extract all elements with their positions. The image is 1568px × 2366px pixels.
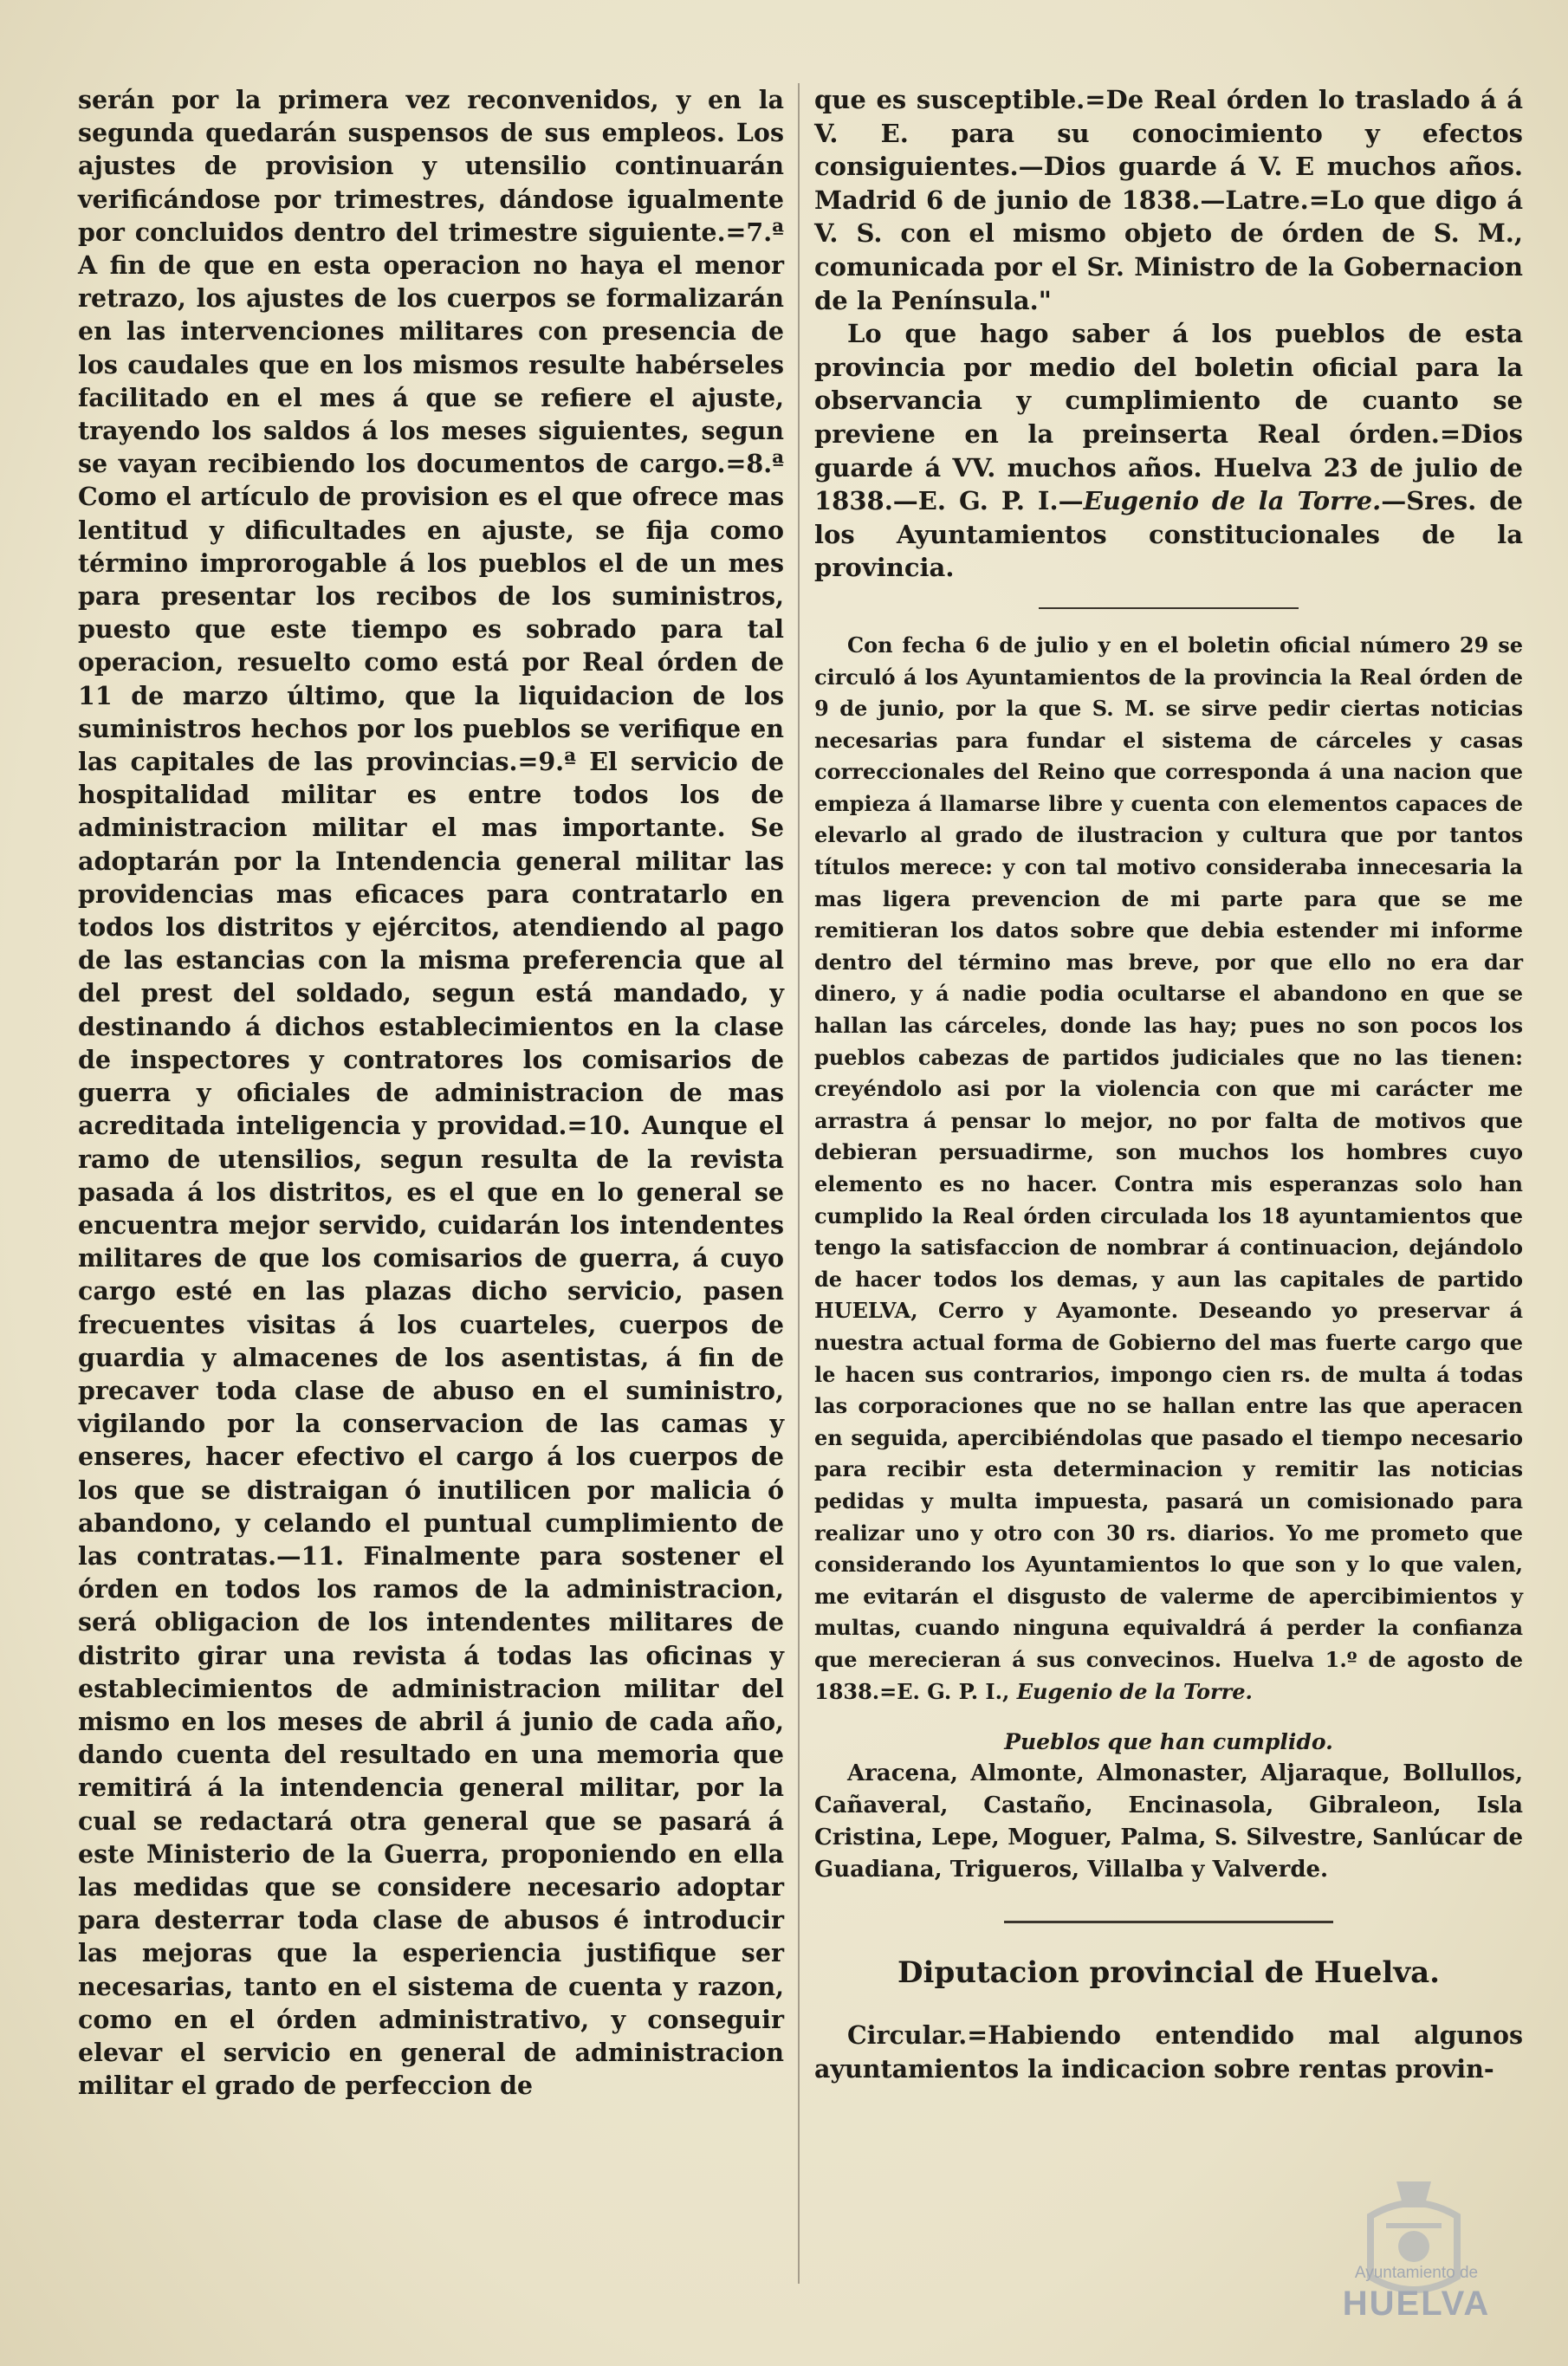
governor-notice-tail: —Sres. de los Ayuntamientos constitucionales de la provincia. (814, 486, 1524, 583)
prisons-circular-text: Con fecha 6 de julio y en el boletin oficial número 29 se circuló á los Ayuntamientos de la provincia la Real órden de 9 de junio, por la que S. M. se sirve pedir ciertas noticias necesarias para fundar el sistema de cárceles y casas correccionales del Reino que corresponda á una nacion que empieza á llamarse libre y cuenta con elementos capaces de elevarlo al grado de ilustracion y cultura que por tantos títulos merece: y con tal motivo consideraba innecesaria la mas ligera prevencion de mi parte para que se me remitieran los datos sobre que debia estender mi informe dentro del término mas breve, por que ello no era dar dinero, y á nadie podia ocultarse el abandono en que se hallan las cárceles, donde las hay; pues no son pocos los pueblos cabezas de partidos judiciales que no las tienen: creyéndolo asi por la violencia con que mi carácter me arrastra á pensar lo mejor, no por falta de motivos que debieran persuadirme, son muchos los hombres cuyo elemento es no hacer. Contra mis esperanzas solo han cumplido la Real órden circulada los 18 ayuntamientos que tengo la satisfaccion de nombrar á continuacion, dejándolo de hacer todos los demas, y aun las capitales de partido HUELVA, Cerro y Ayamonte. Deseando yo preservar á nuestra actual forma de Gobierno del mas fuerte cargo que le hacen sus contrarios, impongo cien rs. de multa á todas las corporaciones que no se hallan entre las que aperacen en seguida, apercibiéndolas que pasado el tiempo necesario para recibir esta determinacion y remitir las noticias pedidas y multa impuesta, pasará un comisionado para realizar uno y otro con 30 rs. diarios. Yo me prometo que considerando los Ayuntamientos lo que son y lo que valen, me evitarán el disgusto de valerme de apercibimientos y multas, cuando ninguna equivaldrá á perder la confianza que merecieran á sus convecinos. Huelva 1.º de agosto de 1838.=E. G. P. I., (814, 632, 1523, 1704)
watermark-line2: HUELVA (1342, 2285, 1491, 2323)
towns-heading: Pueblos que han cumplido. (1004, 1729, 1333, 1755)
watermark-line1: Ayuntamiento de (1354, 2264, 1479, 2282)
column-divider (798, 83, 800, 2284)
section-heading: Diputacion provincial de Huelva. (897, 1955, 1440, 1991)
left-column-text: serán por la primera vez reconvenidos, y en la segunda quedarán suspensos de sus empleos. Los ajustes de provision y utensilio continuarán verificándose por trimestres, dándose igualmente por concluidos dentro del trimestre siguiente.=7.ª A fin de que en esta operacion no haya el menor retrazo, los ajustes de los cuerpos se formalizarán en las intervenciones militares con presencia de los caudales que en los mismos resulte habérseles facilitado en el mes á que se refiere el ajuste, trayendo los saldos á los meses siguientes, segun se vayan recibiendo los documentos de cargo.=8.ª Como el artículo de provision es el que ofrece mas lentitud y dificultades en ajuste, se fija como término improrogable á los pueblos el de un mes para presentar los recibos de los suministros, puesto que este tiempo es sobrado para tal operacion, resuelto como está por Real órden de 11 de marzo último, que la liquidacion de los suministros hechos por los pueblos se verifique en las capitales de las provincias.=9.ª El servicio de hospitalidad militar es entre todos los de administracion militar el mas importante. Se adoptarán por la Intendencia general militar las providencias mas eficaces para contratarlo en todos los distritos y ejércitos, atendiendo al pago de las estancias con la misma preferencia que al del prest del soldado, segun está mandado, y destinando á dichos establecimientos en la clase de inspectores y contratores los comisarios de guerra y oficiales de administracion de mas acreditada inteligencia y providad.=10. Aunque el ramo de utensilios, segun resulta de la revista pasada á los distritos, es el que en lo general se encuentra mejor servido, cuidarán los intendentes militares de que los comisarios de guerra, á cuyo cargo esté en las plazas dicho servicio, pasen frecuentes visitas á los cuarteles, cuerpos de guardia y almacenes de los asentistas, á fin de precaver toda clase de abuso en el suministro, vigilando por la conservacion de las camas y enseres, hacer efectivo el cargo á los cuerpos de los que se distraigan ó inutilicen por malicia ó abandono, y celando el puntual cumplimiento de las contratas.—11. Finalmente para sostener el órden en todos los ramos de la administracion, será obligacion de los intendentes militares de distrito girar una revista á todas las oficinas y establecimientos de administracion militar del mismo en los meses de abril á junio de cada año, dando cuenta del resultado en una memoria que remitirá á la intendencia general militar, por la cual se redactará otra general que se pasará á este Ministerio de la Guerra, proponiendo en ella las medidas que se considere necesario adoptar para desterrar toda clase de abusos é introducir las mejoras que la esperiencia justifique ser necesarias, tanto en el sistema de cuenta y razon, como en el órden administrativo, y conseguir elevar el servicio en general de administracion militar el grado de perfeccion de (78, 85, 784, 2101)
heading-divider (1004, 1921, 1333, 1923)
royal-order-closing: que es susceptible.=De Real órden lo traslado á á V. E. para su conocimiento y efectos consiguientes.—Dios guarde á V. E muchos años. Madrid 6 de junio de 1838.—Latre.=Lo que digo á V. S. con el mismo objeto de órden de S. M., comunicada por el Sr. Ministro de la Gobernacion de la Península." (814, 85, 1523, 315)
diputacion-circular: Circular.=Habiendo entendido mal algunos ayuntamientos la indicacion sobre rentas provin- (814, 2020, 1523, 2084)
prisons-circular (814, 630, 1523, 1708)
governor-notice (814, 317, 1523, 585)
right-column (814, 83, 1523, 2085)
prisons-circular-signature: Eugenio de la Torre. (1016, 1678, 1253, 1704)
governor-notice-text: Lo que hago saber á los pueblos de esta provincia por medio del boletin oficial para la observancia y cumplimiento de cuanto se previene en la preinserta Real órden.=Dios guarde á VV. muchos años. Huelva 23 de julio de 1838.—E. G. P. I.— (814, 319, 1523, 516)
city-watermark (1325, 2263, 1507, 2324)
section-divider (1039, 607, 1299, 609)
left-column (78, 83, 784, 2102)
towns-list: Aracena, Almonte, Almonaster, Aljaraque, Bollullos, Cañaveral, Castaño, Encinasola, Gibraleon, Isla Cristina, Lepe, Moguer, Palma, S. Silvestre, Sanlúcar de Guadiana, Trigueros, Villalba y Valverde. (814, 1760, 1523, 1883)
governor-signature: Eugenio de la Torre. (1083, 486, 1382, 516)
